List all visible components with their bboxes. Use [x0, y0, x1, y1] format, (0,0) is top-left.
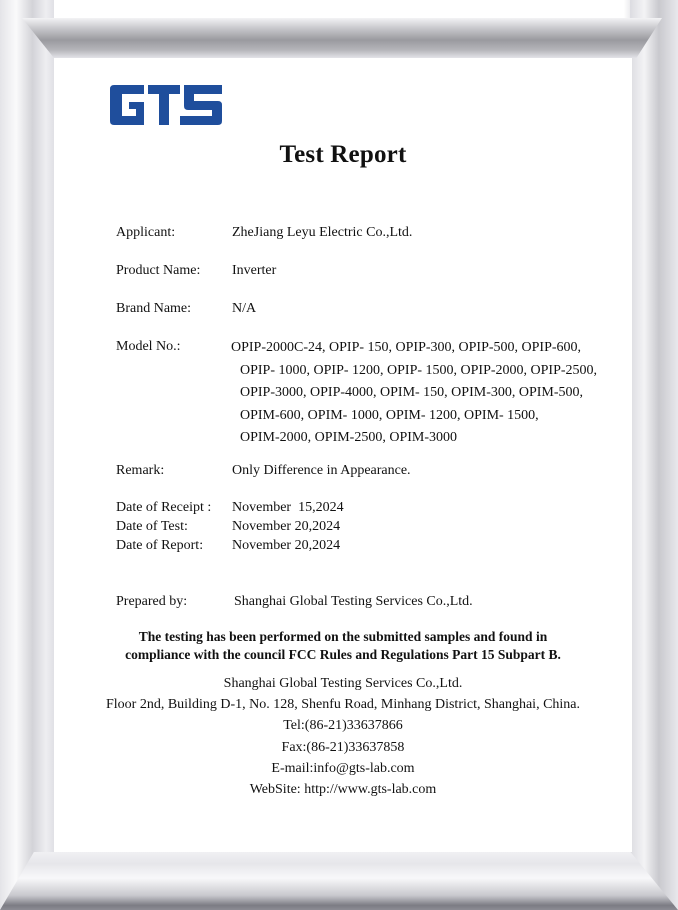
certificate-paper — [54, 58, 632, 852]
remark-value: Only Difference in Appearance. — [232, 463, 411, 478]
lab-website: WebSite: http://www.gts-lab.com — [249, 782, 437, 798]
date-of-receipt-label: Date of Receipt : — [116, 500, 212, 515]
lab-address: Floor 2nd, Building D-1, No. 128, Shenfu Road, Minhang District, Shanghai, China. — [105, 697, 581, 713]
page-title: Test Report — [279, 141, 407, 168]
frame-bottom-edge — [0, 852, 678, 910]
applicant-label: Applicant: — [116, 225, 176, 240]
frame-left-edge — [0, 0, 54, 910]
model-no-list — [231, 337, 597, 450]
lab-fax: Fax:(86-21)33637858 — [281, 739, 405, 755]
compliance-statement — [54, 628, 632, 663]
model-no-line: OPIM-600, OPIM- 1000, OPIM- 1200, OPIM- 1500, — [240, 407, 539, 423]
prepared-by-label: Prepared by: — [116, 594, 188, 609]
brand-name-label: Brand Name: — [116, 301, 192, 316]
date-of-test-label: Date of Test: — [116, 519, 188, 534]
model-no-line: OPIM-2000, OPIM-2500, OPIM-3000 — [240, 430, 458, 445]
date-of-receipt-value: November 15,2024 — [232, 500, 344, 515]
statement-line: compliance with the council FCC Rules and Regulations Part 15 Subpart B. — [125, 646, 561, 662]
remark-label: Remark: — [116, 463, 165, 478]
product-name-label: Product Name: — [116, 263, 201, 278]
lab-contact-block — [54, 673, 632, 800]
model-no-line: OPIP-3000, OPIP-4000, OPIM- 150, OPIM-300, OPIM-500, — [240, 385, 584, 400]
frame-top-edge — [22, 18, 662, 58]
product-name-value: Inverter — [232, 263, 277, 278]
date-of-report-value: November 20,2024 — [232, 538, 341, 553]
brand-name-value: N/A — [232, 301, 257, 316]
date-of-test-value: November 20,2024 — [232, 519, 341, 534]
model-no-line: OPIP- 1000, OPIP- 1200, OPIP- 1500, OPIP-2000, OPIP-2500, — [240, 362, 598, 378]
statement-line: The testing has been performed on the submitted samples and found in — [138, 629, 548, 644]
frame-right-edge — [630, 0, 678, 910]
prepared-by-value: Shanghai Global Testing Services Co.,Ltd. — [234, 594, 473, 609]
model-no-line: OPIP-2000C-24, OPIP- 150, OPIP-300, OPIP-500, OPIP-600, — [231, 340, 582, 355]
applicant-value: ZheJiang Leyu Electric Co.,Ltd. — [232, 225, 413, 240]
lab-tel: Tel:(86-21)33637866 — [283, 718, 403, 734]
lab-email: E-mail:info@gts-lab.com — [271, 760, 415, 776]
lab-company-name: Shanghai Global Testing Services Co.,Ltd. — [223, 676, 463, 691]
date-of-report-label: Date of Report: — [116, 538, 204, 553]
model-no-label: Model No.: — [116, 339, 181, 354]
gts-logo-icon — [110, 85, 222, 125]
